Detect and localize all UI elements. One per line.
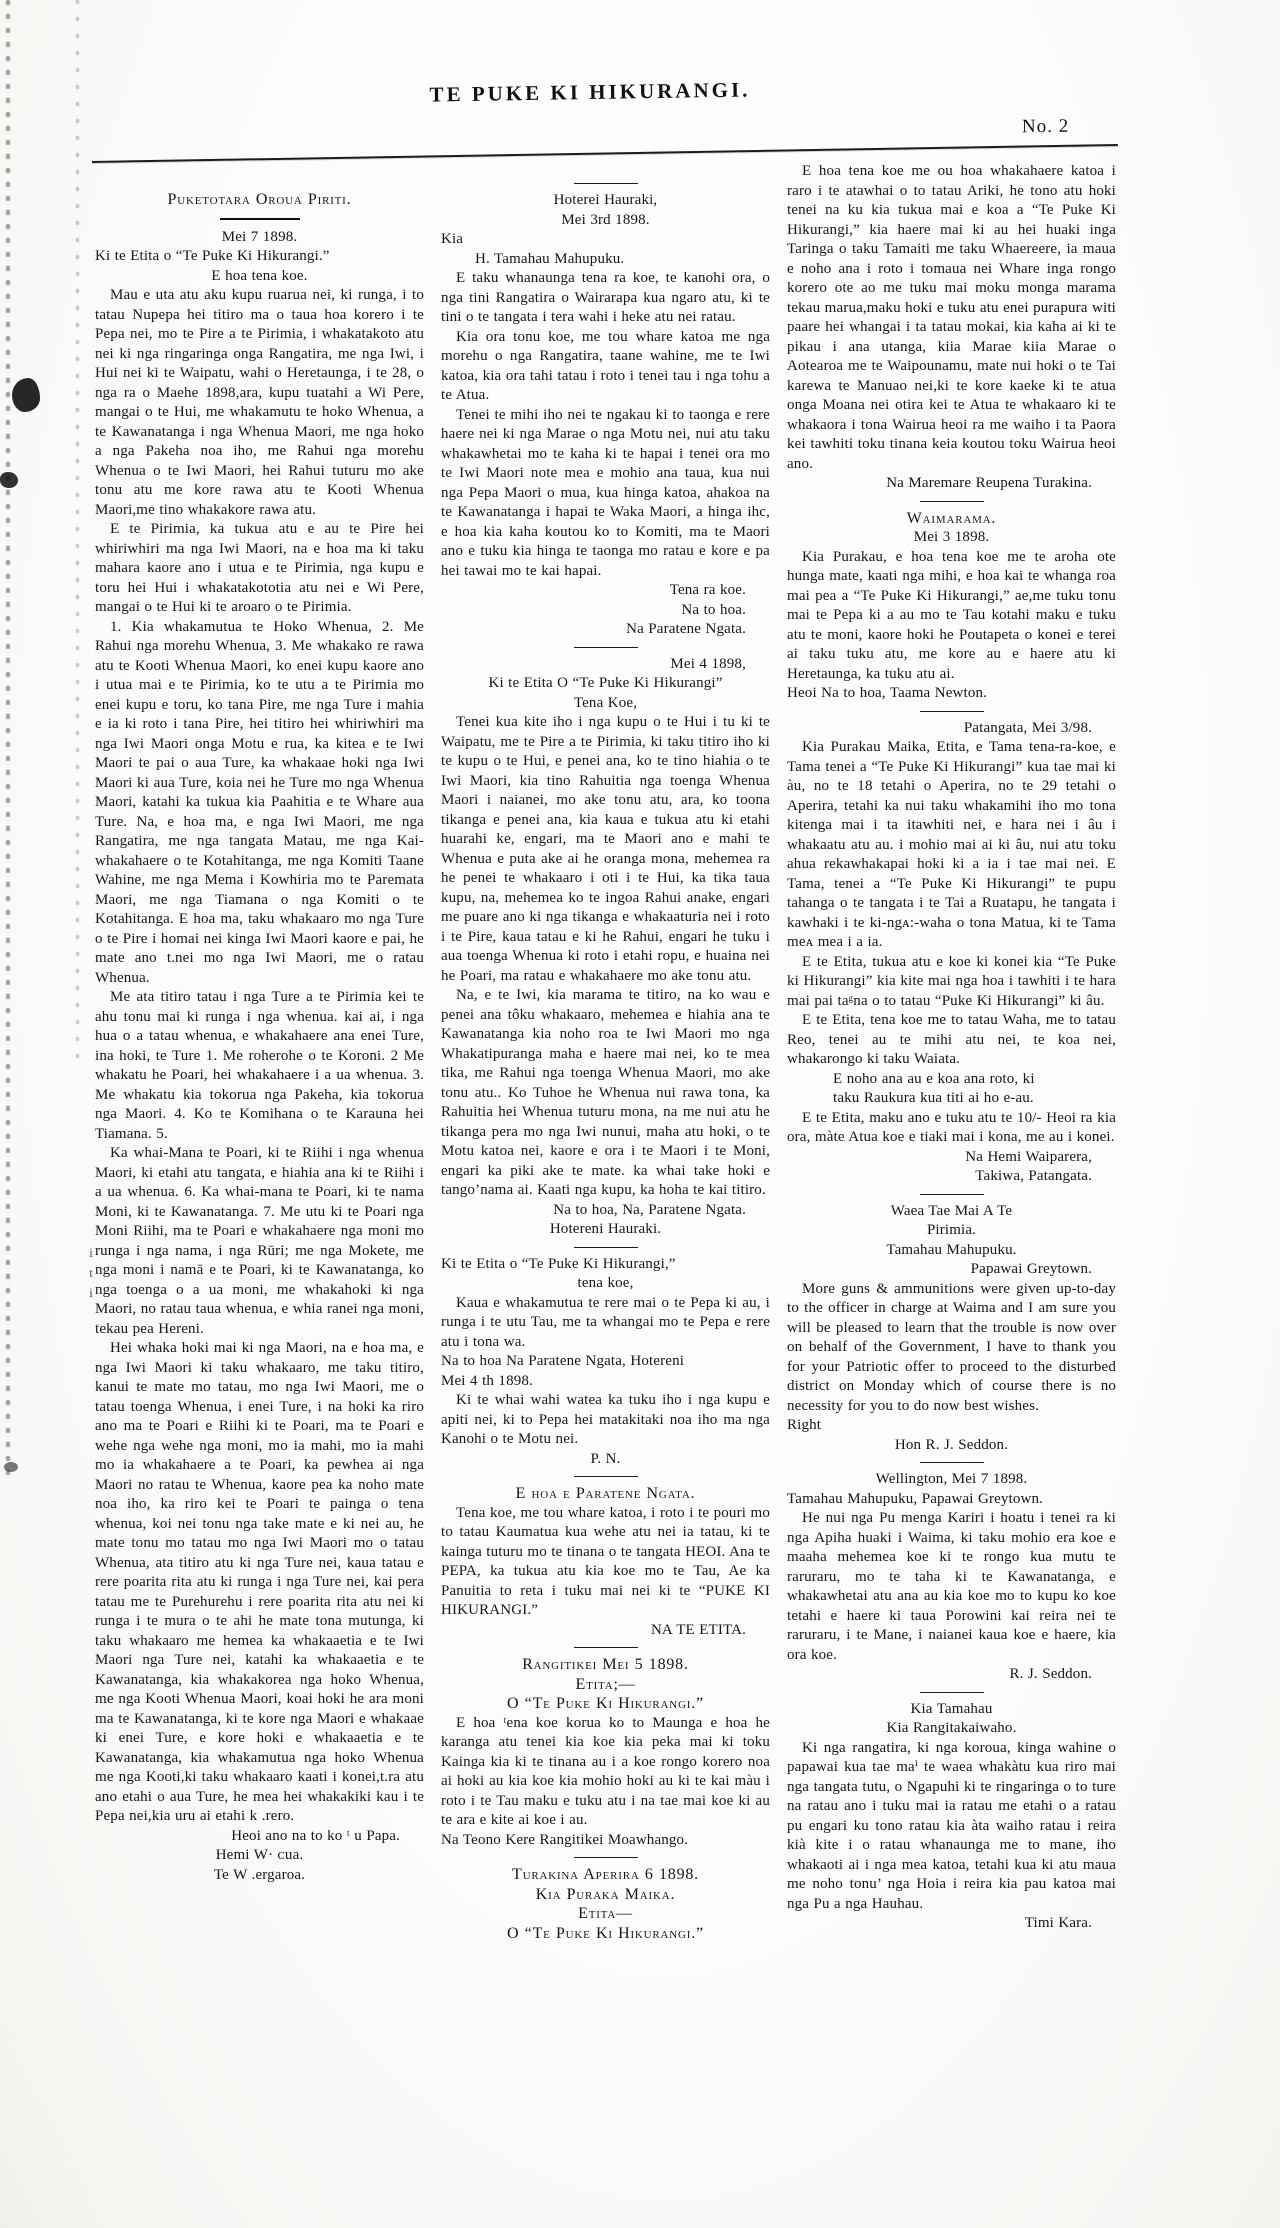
paragraph: E te Pirimia, ka tukua atu e au te Pire hei whiriwhiri ma nga Iwi Maori, na e hoa ma ki taku mahara kaore ano i utua e te Pirimia, nga kupu e toru hei Hui i whakatakototia atu nei e Wi Pere, mangai o te Hui ki te aroaro o te Pirimia. [95, 521, 424, 615]
issue-number: No. 2 [1021, 115, 1070, 138]
text-line: Kia [441, 231, 464, 247]
binding-marks-inner [76, 0, 79, 1060]
paragraph: Na, e te Iwi, kia marama te titiro, na ko wau e penei ana tôku whakaaro, mehemea e hiahia ana te Kawanatanga kia noho roa te Iwi Maori mo nga Whakatipuranga maha e haere mai nei, ko te mea tika, me Rahui nga toenga Whenua Maori, mo ake tonu atu.. Ko Tuhoe he Whenua nui rawa tona, ka Rahuitia hei Whenua tuturu mona, na me nui atu he tikanga pera mo nga Iwi nunui, maha atu hoki, o te Motu katoa nei, kaore e ora i te Maori i te Moni, engari ka piki ake te mate. ka whai take hoki e tango’nama ai. Kaati nga kupu, ka hoha te kai titiro. [441, 987, 770, 1198]
divider-rule [574, 1247, 638, 1248]
text-line: Na Teono Kere Rangitikei Moawhango. [441, 1831, 689, 1848]
section-heading: E hoa e Paratene Ngata. [515, 1485, 696, 1502]
paragraph: Me ata titiro tatau i nga Ture a te Pirimia kei te ahu tonu mai ki runga i nga whenua. kai ai, i nga hua o a tatau whenua, e whakahaere ana enei Ture, ina hoki, te Ture 1. Me roherohe o te Koroni. 2 Me whakatu he Poari, hei whakahaere i a ua whenua. 3. Me whakatu kia tokorua nga Pakeha, kia tokorua nga Maori. 4. Ko te Komihana o te Karauna hei Tiamana. 5. [95, 989, 424, 1142]
paragraph: Ki te whai wahi watea ka tuku iho i nga kupu e apiti nei, ki to Pepa hei matakitaki noa iho ma nga Kanohi o te Motu nei. [441, 1392, 770, 1447]
right-aligned-line: Takiwa, Patangata. [975, 1168, 1092, 1184]
page-body [95, 152, 1117, 1943]
right-aligned-line: Na Maremare Reupena Turakina. [886, 475, 1092, 491]
paragraph: E hoa tena koe me ou hoa whakahaere katoa i raro i te atawhai o to tatau Ariki, he tono atu hoki tenei na ku kia tukua mai e koa a “Te Puke Ki Hikurangi,” kia haere mai ki au hei huaki inga Taringa o taku Tamaiti me taku Whaereere, ia maua e noho ana i roto i tomaua nei Whare inga rongo korero ote ao me tuku mai moku monga marama tekau marua,maku hoki e tuku atu enei purapura witi paare hei whangai i ta tatau mokai, kia kaha ai ki te pikau i ana utanga, kiia Marae kiia Marae o Aotearoa me te Waipounamu, mate nui hoki o te Tai karewa te Manuao nei,ki te kore kaeke ki te atua onga Moana nei otira kei te Atua te whakaaro ki te whakaora i tona Wairua heoi ra me waiho i ta Paora kei tawhiti toku tinana keia koutou toku Wairua heoi ano. [787, 163, 1116, 472]
centered-line: Kia Tamahau [910, 1700, 993, 1717]
divider-rule [574, 1647, 638, 1648]
centered-line: Pirimia. [926, 1222, 977, 1238]
paragraph: Hei whaka hoki mai ki nga Maori, na e hoa ma, e nga Iwi Maori ki taku whakaaro, me taku titiro, kanui te mate mo tatau, mo nga Iwi Maori, me o tatau toenga Whenua, i enei Ture, i na hoki ka riro ano ma te Poari e Riihi ki te Poari, ma te Poari e wehe nga wehe nga moni, mo ia mahi, mo ia mahi mo ia whakahaere a te Poari, ka pewhea ai nga Maori no ratau te Whenua, kaore pea ka noho mate noa iho, ka riro kei te Poari te painga o tena whenua, koi nei tonu nga take mate e ki nei au, he mate tonu mo tatau mo nga Iwi Maori mo o tatau Whenua, ata titiro atu ki nga Ture nei, kaua tatau e rere poarita rita atu ki runga i nga Ture nei, kai pera tatau me te Purehurehu i rere poarita rita atu nei ki runga i te mura o te ahi he mate tona mutunga, ki taku whakaaro me hemea ka whakaaetia e te Iwi Maori nga Ture nei, katahi ka whakaaetia e te Kawanatanga, kia whakakorea nga hoko Whenua, me nga Kooti Whenua Maori, koai hoki he ara moni ma te Kawanatanga, ki te kore nga Maori e whakaae ki enei Ture, e kore hoki e whakaaetia e te Kawanatanga, kia whakamutua nga hoko Whenua me nga Kooti,ki taku whakaaro kaati i konei,t.ra atu ano etahi o aua Ture, he mea hei whakakiki kau i te Pepa nei,kia uru ai etahi k .rero. [95, 1340, 424, 1824]
section-heading: Rangitikei Mei 5 1898. [522, 1656, 689, 1673]
ink-blot [0, 472, 18, 488]
paragraph: Kaua e whakamutua te rere mai o te Pepa ki au, i runga i te utu Tau, me ta whangai mo te Pepa e rere atu i tona wa. [441, 1294, 770, 1350]
paragraph: Ki nga rangatira, ki nga koroua, kinga wahine o papawai kua tae maⁱ te waea whakàtu kua riro mai nga tangata tutu, o Ngapuhi ki te ringaringa o to ture na ratau ano i tuku mai ia ratau me etahi o a ratau pu engari ku tono ratau kia àta waiho ratau i reira kià kite i o ratau whanaunga me to mane, iho whakaoti ai i nga mea katoa, tetahi kua ki atu maua me noho tonu’ nga Hoia i reira kia pau katoa mai nga Pu a nga Hauhau. [787, 1739, 1116, 1912]
centered-line: Mei 3 1898. [913, 529, 990, 545]
centered-line: Hotereni Hauraki. [549, 1221, 662, 1237]
text-line: Right [787, 1417, 822, 1433]
section-heading: Puketotara Oroua Piriti. [167, 191, 352, 208]
paragraph: Tena koe, me tou whare katoa, i roto i te pouri mo to tatau Kaumatua kua wehe atu nei ia tatau, ki te kainga tuturu mo te tinana o te tangata HEOI. Ana te PEPA, ka tukua atu kia koe mo te Tau, Ae ka Panuitia to reta i tuku mai nei ki te “PUKE KI HIKURANGI.” [441, 1504, 770, 1618]
right-aligned-line: Na Paratene Ngata. [626, 621, 746, 637]
right-aligned-line: Tena ra koe. [669, 582, 746, 598]
divider-rule [920, 1194, 984, 1195]
right-aligned-line: NA TE ETITA. [650, 1621, 746, 1638]
paragraph: Kia Purakau Maika, Etita, e Tama tena-ra-koe, e Tama tenei a “Te Puke Ki Hikurangi” kua tae mai ki àu, no te 18 tetahi o Aperira, no te 29 tetahi o Aperira, tetahi ka nui taku whakamihi iho mo tona kitenga mai i ta itawhiti nei, e hara nei i âu i whakaatu atu au. i mohio mai ai ki âu, nui atu toku ahua rekawhakapai hoki ki a ia i tae mai nei. E Tama, tenei a “Te Puke Ki Hikurangi” te pupu tahanga o te tangata i te Tai a Ruatapu, he tangata i kawhaki i te ki-ngᴀ:-waha o tona Matua, ki te Tama meᴀ mea i a ia. [787, 739, 1116, 950]
verse-line: E noho ana au e koa ana roto, ki [833, 1070, 1035, 1087]
text-line: Ki te Etita o “Te Puke Ki Hikurangi.” [95, 248, 330, 264]
right-aligned-line: Patangata, Mei 3/98. [963, 719, 1092, 736]
centered-line: E hoa tena koe. [211, 267, 308, 284]
right-aligned-line: R. J. Seddon. [1009, 1666, 1092, 1682]
divider-rule [920, 1692, 984, 1693]
right-aligned-line: Na to hoa. [681, 601, 746, 618]
section-heading: Kia Puraka Maika. [535, 1885, 676, 1903]
centered-line: Kia Rangitakaiwaho. [886, 1720, 1017, 1736]
paragraph: E te Etita, tukua atu e koe ki konei kia “Te Puke ki Hikurangi” kia kite mai nga hoa i tawhiti i te hara mai pai taᵍna o to tatau “Puke Ki Hikurangi” ki âu. [787, 953, 1116, 1009]
paragraph: Tenei te mihi iho nei te ngakau ki to taonga e rere haere nei ki nga Marae o nga Motu nei, nui atu taku whakawhetai mo te kaha ki te hapai i tenei ora mo te Iwi Maori note mea e mohio ana taua, kua nui nga Pepa Maori o mua, kua hinga katoa, ahakoa na te Kawanatanga i hapai te Waka Maori, a hinga ihc, e hoa kia kaha koutou ko to Komiti, ma te Maori ano e tuku kia hinga te taonga mo ratau e kore e pa hei tawai mo te kai hapai. [441, 406, 770, 579]
centered-line: Tamahau Mahupuku. [886, 1241, 1017, 1258]
section-heading: Etita— [578, 1905, 633, 1922]
centered-line: Tena Koe, [573, 694, 638, 711]
text-line: Ki te Etita o “Te Puke Ki Hikurangi,” [441, 1255, 676, 1272]
section-heading: O “Te Puke Ki Hikurangi.” [507, 1695, 704, 1712]
binding-marks-left [6, 0, 10, 1480]
verse-line: taku Raukura kua titi ai ho e-au. [833, 1090, 1034, 1106]
paragraph: E taku whanaunga tena ra koe, te kanohi ora, o nga tini Rangatira o Wairarapa kua ngaro atu, ki te tini o te tangata i tera wahi i heke atu nei ratau. [441, 270, 770, 325]
paragraph: E te Etita, tena koe me to tatau Waha, me to tatau Reo, tenei au te mihi atu nei, te koa nei, whakarongo ki taku Waiata. [787, 1012, 1116, 1067]
centered-line: Hoterei Hauraki, [553, 192, 658, 208]
margin-mark: t [89, 1265, 93, 1280]
paragraph: Tenei kua kite iho i nga kupu o te Hui i tu ki te Waipatu, me te Pire a te Pirimia, ki taku titiro iho ki te kupu o te Hui, e penei ana, ko te tino hiahia o te Iwi Maori, kia tino Rahuitia nga toenga Whenua Maori i naianei, mo ake tonu atu, ara, ko toona tikanga e penei ana, kia kaua e tukua atu ki etahi huarahi ke, engari, ma te Maori ano e mahi te Whenua e puta ake ai he oranga mona, mehemea ra he penei te whakaaro i oti i te Hui, ka tika taua kupu, na, mehemea ko te ingoa Rahui anake, engari me puare ano ki nga tikanga e whakaaturia nei i roto i te Pire, kaua tatau e ki he Rahui, engari he tuku i aua toenga Whenua ki roto i etahi ropu, e huaina nei he Poari, ma ratau e whakahaere mo ake tonu atu. [441, 714, 770, 984]
ink-blot [12, 378, 40, 412]
paragraph: Kia ora tonu koe, me tou whare katoa me nga morehu o nga Rangatira, taane wahine, me te Iwi katoa, kia ora tahi tatau i roto i tenei tau i nga tohu a te Atua. [441, 328, 770, 403]
text-line: Na to hoa Na Paratene Ngata, Hotereni [441, 1353, 685, 1369]
centered-line: Hon R. J. Seddon. [894, 1436, 1009, 1453]
centered-line: Mei 7 1898. [221, 228, 298, 245]
column-3 [787, 152, 1116, 1934]
divider-rule [574, 1857, 638, 1858]
right-aligned-line: Timi Kara. [1024, 1915, 1092, 1931]
paragraph: He nui nga Pu menga Kariri i hoatu i tenei ra ki nga Apiha huaki i Waima, ki taku mohio era koe e maaha mehemea koe ki te rongo kua mutu te raruraru, mo te taha ki te Kawanatanga, e whakawhetai atu ana au kia koe mo to kupu ko koe tetahi e haere ki taua Porowini kai reira nei te raruraru, i te Mane, i naianei kaua koe e haere, kia ora koe. [787, 1510, 1116, 1663]
divider-rule [574, 647, 638, 648]
right-aligned-line: Mei 4 1898, [670, 655, 746, 672]
column-1 [95, 152, 424, 1885]
section-heading: Etita;— [575, 1675, 636, 1693]
text-line: Tamahau Mahupuku, Papawai Greytown. [787, 1490, 1044, 1507]
paragraph: E hoa ᵗena koe korua ko to Maunga e hoa he karanga atu tenei kia koe kia peka mai ki toku Kainga kia ki te tinana au i a koe rongo korero noa ai hoki au kia koe kia mohio hoki au ki te kai màu i roto i te Tau maku e tuku atu i na tae mai koe ki au te ara e kite ai koe i au. [441, 1714, 770, 1828]
divider-rule [920, 1462, 984, 1463]
paragraph: More guns & ammunitions were given up-to-day to the officer in charge at Waima and I am sure you will be pleased to learn that the trouble is now over on behalf of the Government, I have to thank you for your Patriotic offer to proceed to the disturbed district on Monday which of course there is no necessity for you to do now best wishes. [787, 1280, 1116, 1414]
divider-rule [574, 1476, 638, 1477]
right-aligned-line: Papawai Greytown. [970, 1261, 1092, 1277]
centered-line: Ki te Etita O “Te Puke Ki Hikurangi” [488, 675, 723, 691]
masthead-title: TE PUKE KI HIKURANGI. [429, 77, 751, 107]
margin-mark: i [89, 1245, 93, 1260]
centered-line: Waea Tae Mai A Te [890, 1202, 1013, 1219]
divider-rule [920, 711, 984, 712]
divider-rule [574, 183, 638, 184]
centered-line: Te W .ergaroa. [213, 1866, 306, 1883]
column-2 [441, 152, 770, 1943]
margin-mark: i [89, 1285, 93, 1300]
ink-blot [4, 1462, 18, 1472]
text-line: H. Tamahau Mahupuku. [475, 250, 625, 267]
paragraph: Ka whai-Mana te Poari, ki te Riihi i nga whenua Maori, ki etahi atu tangata, e hiahia ana ki te Riihi i a ua whenua. 6. Ka whai-mana te Poari, ki te nama Moni, ki te Kawanatanga. 7. Me utu ki te Poari nga Moni Riihi, ma te Poari e whakahaere nga moni mo runga i nga nama, i nga Rūri; me nga Mokete, me nga moni i namā e te Poari, ki te Kawanatanga, ko nga toenga o a ua moni, me whakahoki ki nga Maori, no ratau taua whenua, e whia ranei nga moni, tekau pea Hereni. [95, 1145, 424, 1337]
right-aligned-line: Na Hemi Waiparera, [965, 1148, 1092, 1165]
paragraph: E te Etita, maku ano e tuku atu te 10/- Heoi ra kia ora, màte Atua koe e tiaki mai i kona, me au i konei. [787, 1109, 1116, 1145]
text-line: Heoi Na to hoa, Taama Newton. [787, 685, 988, 701]
paragraph: Mau e uta atu aku kupu ruarua nei, ki runga, i to tatau Nupepa hei titiro ma o taua hoa korero i te Pepa nei, mo te Pire a te Pirimia, i whakatakoto atu nei ki nga ringaringa onga Rangatira, me nga Iwi, i Hui nei ki te Waipatu, wahi o Heretaunga, i te 28, o nga ra o Maehe 1898,ara, kupu tuatahi a Wi Pere, mangai o te Hui, me whakamutu te hoko Whenua, a te Kawanatanga i nga Whenua Maori, me nga hoko a nga Pakeha noa iho, me Rahui nga morehu Whenua o te Iwi Maori, hei Rahui tuturu mo ake tonu atu me kore rawa atu te Kooti Whenua Maori,me tino whakakore rawa atu. [95, 287, 424, 518]
centered-line: tena koe, [577, 1275, 634, 1291]
paragraph: 1. Kia whakamutua te Hoko Whenua, 2. Me Rahui nga morehu Whenua, 3. Me whakako re rawa atu te Kooti Whenua Maori, ko enei kupu kaore ano i utua mai e te Pirimia, ko te utu a te Pirimia mo enei kupu e toru, ko tana Pire, me nga Ture i mahia e ia ki roto i tana Pire, hei titiro hei whiriwhiri ma nga Iwi Maori onga Motu e rua, ka kitea e te Iwi Maori te pai o aua Ture, ka whakaae hoki nga Iwi Maori ki aua Ture, koia nei he Ture mo nga Whenua Maori, katahi ka tukua kia Paahitia e te Whare aua Ture. Na, e hoa ma, e nga Iwi Maori, me nga Rangatira, me nga tangata Matau, me nga Kai-whakahaere o te Kotahitanga, me nga Komiti Taane Wahine, me nga Mema i Kowhiria mo te Paremata Maori, me nga Tiamana o nga Komiti o te Kotahitanga. E hoa ma, taku whakaaro mo nga Ture o te Pire i homai nei kinga Iwi Maori kaore e pai, he mate ano t.nei mo nga Iwi Maori, me o ratau Whenua. [95, 618, 424, 986]
section-heading: O “Te Puke Ki Hikurangi.” [507, 1924, 704, 1942]
section-heading: Turakina Aperira 6 1898. [512, 1866, 699, 1883]
right-aligned-line: Heoi ano na to ko ᵗ u Papa. [231, 1827, 400, 1844]
centered-line: Hemi W· ᴄua. [215, 1847, 304, 1863]
text-line: Mei 4 th 1898. [441, 1372, 533, 1389]
heading-rule [220, 218, 300, 220]
divider-rule [920, 501, 984, 502]
right-aligned-line: Na to hoa, Na, Paratene Ngata. [553, 1201, 746, 1218]
centered-line: Mei 3rd 1898. [561, 211, 650, 228]
centered-line: P. N. [590, 1450, 621, 1467]
centered-line: Wellington, Mei 7 1898. [875, 1471, 1028, 1487]
section-heading: Waimarama. [906, 509, 997, 527]
paragraph: Kia Purakau, e hoa tena koe me te aroha ote hunga mate, kaati nga mihi, e hoa kai te whanga roa mai pea a “Te Puke Ki Hikurangi,” ae,me tuku tonu mai te Pepa ki a au mo te Tau kotahi maku e tuku atu te moni, kaore hoki he Poutapeta o konei e terei ai taku tuku atu, me kore au e haere atu ki Heretaunga, ka tuku atu ai. [787, 548, 1116, 682]
